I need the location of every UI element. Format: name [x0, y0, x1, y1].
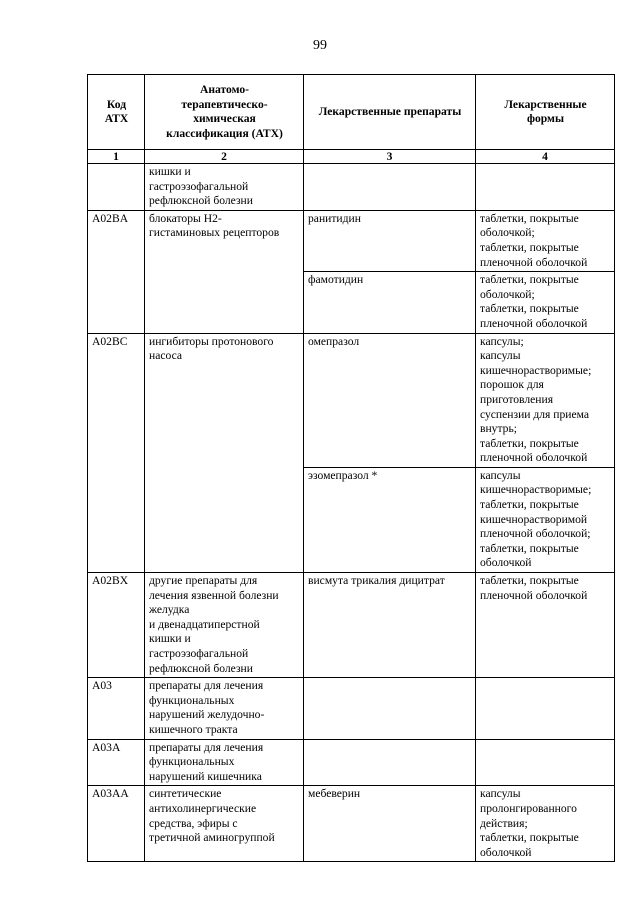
drug-name-cell: висмута трикалия дицитрат	[304, 573, 476, 678]
atx-class-cell	[145, 786, 304, 862]
atx-code-cell: A02BX	[88, 573, 145, 678]
atx-code-cell: A02BC	[88, 333, 145, 573]
dosage-form-cell	[476, 164, 615, 211]
column-header	[88, 75, 145, 150]
dosage-form-cell	[476, 786, 615, 862]
table-row	[88, 786, 615, 862]
dosage-form-line: оболочкой	[480, 845, 532, 859]
atx-class-line: функциональных	[149, 755, 235, 769]
drug-name-cell: ранитидин	[304, 210, 476, 271]
dosage-form-line: пленочной оболочкой	[480, 316, 588, 330]
atx-class-line: препараты для лечения	[149, 679, 264, 693]
column-header-line: Анатомо-	[199, 83, 250, 96]
atx-class-line: блокаторы Н2-	[149, 211, 222, 225]
column-number-row	[88, 150, 615, 164]
column-header-line: терапевтическо-	[181, 97, 268, 111]
dosage-form-line: оболочкой;	[480, 226, 535, 240]
atx-class-line: препараты для лечения	[149, 740, 264, 754]
page-number: 99	[313, 38, 327, 53]
dosage-form-line: таблетки, покрытые	[480, 211, 579, 225]
dosage-form-line: таблетки, покрытые	[480, 436, 579, 450]
dosage-form-line: капсулы;	[480, 334, 524, 348]
dosage-form-cell	[476, 739, 615, 786]
column-header-line: химическая	[193, 112, 256, 125]
drug-name-cell	[304, 164, 476, 211]
column-number: 2	[145, 150, 304, 164]
drug-name-cell	[304, 678, 476, 739]
drug-name-cell: эзомепразол *	[304, 467, 476, 572]
column-number: 3	[304, 150, 476, 164]
column-header-line: АТХ	[104, 112, 129, 125]
dosage-form-line: оболочкой	[480, 556, 532, 570]
atx-class-line: рефлюксной болезни	[149, 661, 253, 675]
dosage-form-line: оболочкой;	[480, 287, 535, 301]
dosage-form-line: пленочной оболочкой	[480, 588, 588, 602]
atx-class-line: кишки и	[149, 632, 191, 646]
dosage-form-line: капсулы	[480, 349, 521, 363]
column-header	[145, 75, 304, 150]
table-row	[88, 164, 615, 211]
dosage-form-cell	[476, 210, 615, 271]
header-row	[88, 75, 615, 150]
dosage-form-line: кишечнорастворимые;	[480, 483, 592, 497]
dosage-form-line: пленочной оболочкой	[480, 255, 588, 269]
atx-class-line: лечения язвенной болезни	[149, 588, 279, 602]
column-header-line: Лекарственные	[504, 97, 587, 111]
atx-class-cell	[145, 210, 304, 333]
atx-class-line: средства, эфиры с	[149, 816, 238, 830]
dosage-form-line: кишечнорастворимые;	[480, 363, 592, 377]
dosage-form-cell	[476, 272, 615, 333]
dosage-form-line: таблетки, покрытые	[480, 302, 579, 316]
dosage-form-cell	[476, 678, 615, 739]
table-row	[88, 210, 615, 271]
dosage-form-line: капсулы	[480, 787, 521, 801]
atx-code-cell	[88, 164, 145, 211]
table-body	[88, 164, 615, 862]
atx-class-line: нарушений желудочно-	[149, 708, 265, 722]
drug-name-cell: омепразол	[304, 333, 476, 467]
dosage-form-line: действия;	[480, 816, 528, 830]
table-row	[88, 573, 615, 678]
drug-name-cell: мебеверин	[304, 786, 476, 862]
atx-class-line: гастроэзофагальной	[149, 179, 249, 193]
atx-class-line: гистаминовых рецепторов	[149, 226, 280, 240]
dosage-form-cell	[476, 573, 615, 678]
atx-class-line: ингибиторы протонового	[149, 334, 274, 348]
dosage-form-line: кишечнорастворимой	[480, 512, 588, 526]
column-header-line: Лекарственные препараты	[318, 104, 462, 118]
column-header	[476, 75, 615, 150]
dosage-form-cell	[476, 333, 615, 467]
drug-name-cell	[304, 739, 476, 786]
atx-class-line: кишечного тракта	[149, 722, 238, 736]
dosage-form-line: суспензии для приема	[480, 407, 590, 421]
dosage-form-line: пролонгированного	[480, 801, 577, 815]
dosage-form-line: пленочной оболочкой	[480, 451, 588, 465]
column-header-line: формы	[526, 112, 565, 125]
atx-class-line: кишки и	[149, 165, 191, 178]
atx-class-line: насоса	[149, 349, 183, 363]
atx-class-line: синтетические	[149, 787, 222, 801]
dosage-form-line: приготовления	[480, 392, 554, 406]
atx-class-line: нарушений кишечника	[149, 769, 262, 783]
dosage-form-line: пленочной оболочкой;	[480, 527, 591, 541]
column-header	[304, 75, 476, 150]
dosage-form-line: таблетки, покрытые	[480, 574, 579, 588]
table-row	[88, 333, 615, 467]
atx-class-line: рефлюксной болезни	[149, 194, 253, 208]
atx-class-cell	[145, 164, 304, 211]
atx-class-line: и двенадцатиперстной	[149, 617, 260, 631]
atx-class-cell	[145, 739, 304, 786]
atx-code-cell: A03A	[88, 739, 145, 786]
dosage-form-line: капсулы	[480, 468, 521, 482]
dosage-form-cell	[476, 467, 615, 572]
atx-class-cell	[145, 573, 304, 678]
atx-class-cell	[145, 678, 304, 739]
column-number: 4	[476, 150, 615, 164]
atx-class-line: третичной аминогруппой	[149, 831, 275, 845]
table-row	[88, 678, 615, 739]
column-header-line: Код	[106, 97, 127, 111]
atx-class-line: другие препараты для	[149, 574, 258, 588]
column-header-line: классификация (АТХ)	[166, 126, 283, 140]
dosage-form-line: внутрь;	[480, 422, 517, 436]
atx-class-line: гастроэзофагальной	[149, 647, 249, 660]
atx-code-cell: A02BA	[88, 210, 145, 333]
drug-name-cell: фамотидин	[304, 272, 476, 333]
column-number: 1	[88, 150, 145, 164]
atx-class-cell	[145, 333, 304, 573]
dosage-form-line: таблетки, покрытые	[480, 831, 579, 845]
table-row	[88, 739, 615, 786]
atx-class-line: желудка	[149, 603, 190, 617]
dosage-form-line: таблетки, покрытые	[480, 273, 579, 287]
atx-class-line: антихолинергические	[149, 801, 257, 815]
atx-code-cell: A03AA	[88, 786, 145, 862]
dosage-form-line: таблетки, покрытые	[480, 498, 579, 512]
atx-table	[87, 74, 615, 862]
dosage-form-line: порошок для	[480, 378, 544, 392]
atx-class-line: функциональных	[149, 693, 235, 707]
table-header	[88, 75, 615, 164]
dosage-form-line: таблетки, покрытые	[480, 240, 579, 254]
dosage-form-line: таблетки, покрытые	[480, 541, 579, 555]
atx-code-cell: A03	[88, 678, 145, 739]
